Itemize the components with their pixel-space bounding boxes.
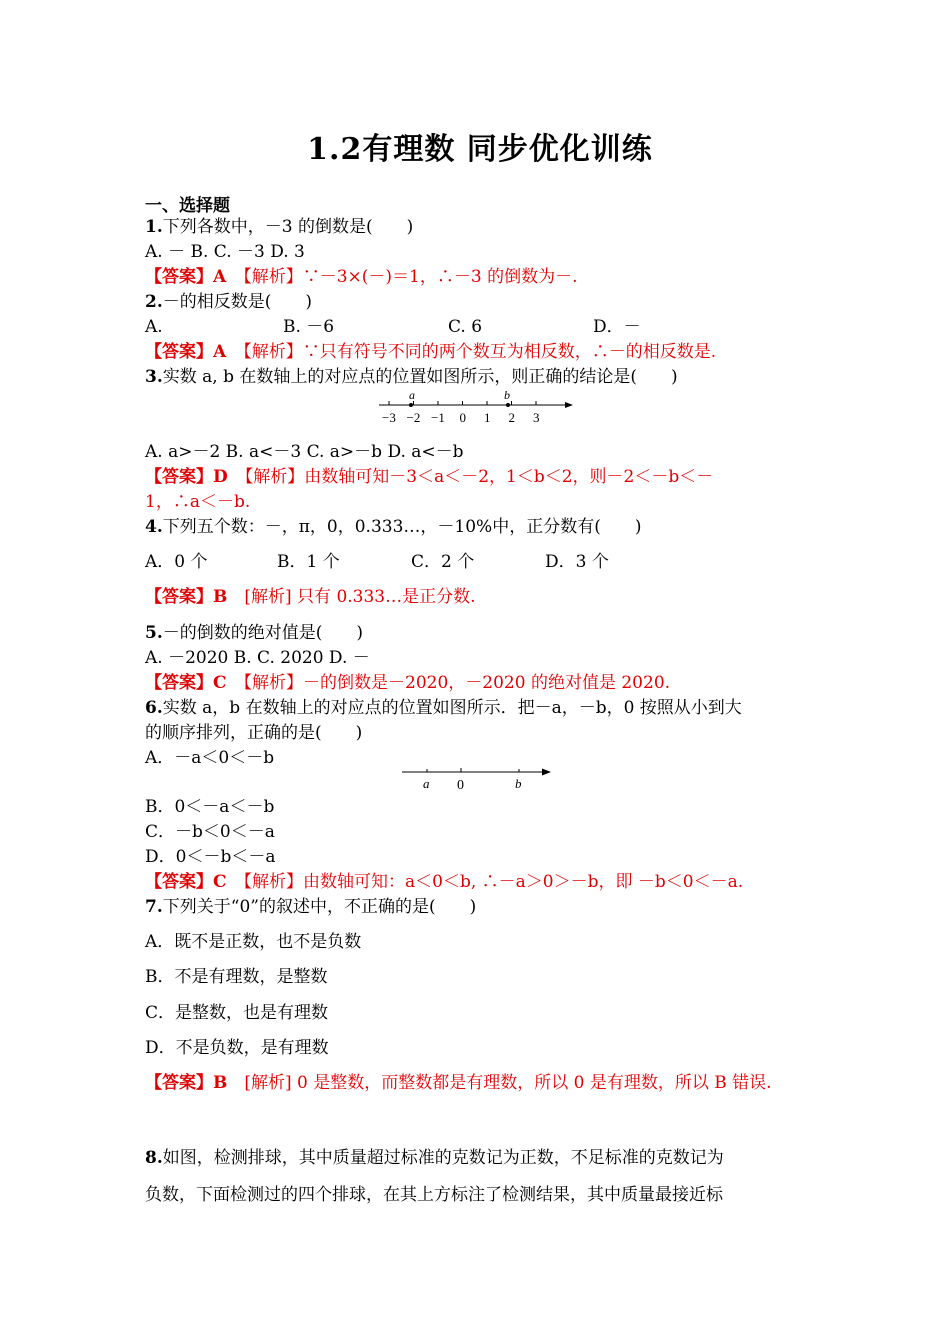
question-6-option-c: C．－b＜0＜－a xyxy=(145,822,275,842)
tick-label: −1 xyxy=(431,410,445,425)
question-number: 6. xyxy=(145,698,163,718)
question-8-text-cont: 负数，下面检测过的四个排球，在其上方标注了检测结果，其中质量最接近标 xyxy=(145,1185,723,1205)
question-7 xyxy=(145,896,476,918)
question-6 xyxy=(145,697,742,719)
question-7-answer xyxy=(145,1072,772,1094)
question-1-answer xyxy=(145,266,577,288)
question-number: 5. xyxy=(145,623,163,643)
question-7-option-b: B．不是有理数，是整数 xyxy=(145,967,328,987)
question-number: 8. xyxy=(145,1148,163,1168)
question-text: 下列关于“0”的叙述中，不正确的是( ) xyxy=(162,897,477,917)
option-c: C. 6 xyxy=(448,317,483,337)
label-0: 0 xyxy=(457,778,464,793)
tick-label: 0 xyxy=(459,410,466,425)
question-7-option-a: A．既不是正数，也不是负数 xyxy=(145,932,362,952)
answer-analysis: [解析] 0 是整数，而整数都是有理数，所以 0 是有理数，所以 B 错误. xyxy=(244,1073,772,1093)
question-text: 下列五个数：－，π，0，0.333…，－10%中，正分数有( ) xyxy=(162,517,642,537)
answer-analysis: 【解析】∵－3×(－)＝1，∴－3 的倒数为－. xyxy=(243,267,578,287)
label-b: b xyxy=(515,776,522,791)
question-1 xyxy=(145,216,413,238)
question-6-option-d: D．0＜－b＜－a xyxy=(145,847,276,867)
number-line-figure-2 xyxy=(400,760,560,794)
question-6-option-b: B．0＜－a＜－b xyxy=(145,797,275,817)
label-a: a xyxy=(409,388,415,402)
axis-arrow xyxy=(542,769,551,776)
question-3 xyxy=(145,366,678,388)
question-text: 实数 a，b 在数轴上的对应点的位置如图所示．把－a，－b，0 按照从小到大 xyxy=(162,698,742,718)
question-2 xyxy=(145,291,312,313)
answer-tag: 【答案】A xyxy=(145,342,227,362)
question-8 xyxy=(145,1147,724,1169)
question-5-options: A. －2020 B. C. 2020 D. － xyxy=(145,648,370,668)
option-d: D．3 个 xyxy=(545,552,609,572)
answer-tag: 【答案】C xyxy=(145,673,227,693)
point-a xyxy=(409,403,413,407)
question-5 xyxy=(145,622,363,644)
question-2-answer xyxy=(145,341,716,363)
tick-label: 2 xyxy=(508,410,515,425)
question-4 xyxy=(145,516,641,538)
question-7-option-c: C．是整数，也是有理数 xyxy=(145,1003,329,1023)
question-3-answer xyxy=(145,466,713,488)
label-b: b xyxy=(504,388,510,402)
question-text: －的相反数是( ) xyxy=(162,292,313,312)
answer-analysis: 【解析】－的倒数是－2020，－2020 的绝对值是 2020. xyxy=(243,673,671,693)
question-5-answer xyxy=(145,672,670,694)
option-a: A．0 个 xyxy=(145,552,208,572)
answer-tag: 【答案】A xyxy=(145,267,227,287)
question-6-text-cont: 的顺序排列，正确的是( ) xyxy=(145,723,363,743)
question-text: 下列各数中，－3 的倒数是( ) xyxy=(162,217,414,237)
section-heading: 一、选择题 xyxy=(145,196,230,216)
question-text: 如图，检测排球，其中质量超过标准的克数记为正数，不足标准的克数记为 xyxy=(162,1148,724,1168)
tick-label: −3 xyxy=(382,410,396,425)
axis-arrow xyxy=(565,402,573,408)
tick-label: 1 xyxy=(484,410,491,425)
question-number: 7. xyxy=(145,897,163,917)
question-3-options: A. a>－2 B. a<－3 C. a>－b D. a<－b xyxy=(145,442,464,462)
label-a: a xyxy=(423,776,430,791)
question-1-options: A. － B. C. －3 D. 3 xyxy=(145,242,305,262)
answer-analysis: [解析] 只有 0.333…是正分数. xyxy=(244,587,476,607)
tick-label: 3 xyxy=(533,410,540,425)
option-c: C．2 个 xyxy=(411,552,475,572)
option-b: B. －6 xyxy=(283,317,335,337)
question-number: 3. xyxy=(145,367,163,387)
question-number: 4. xyxy=(145,517,163,537)
question-text: －的倒数的绝对值是( ) xyxy=(162,623,364,643)
question-6-option-a: A．－a＜0＜－b xyxy=(145,748,275,768)
question-number: 2. xyxy=(145,292,163,312)
question-text: 实数 a, b 在数轴上的对应点的位置如图所示，则正确的结论是( ) xyxy=(162,367,678,387)
page-title: 1.2有理数 同步优化训练 xyxy=(307,132,653,167)
answer-analysis: 【解析】由数轴可知－3＜a＜－2，1＜b＜2，则－2＜－b＜－ xyxy=(244,467,714,487)
option-a: A. xyxy=(145,317,163,337)
point-b xyxy=(506,403,510,407)
answer-tag: 【答案】B xyxy=(145,1073,228,1093)
question-number: 1. xyxy=(145,217,163,237)
option-d: D．－ xyxy=(593,317,641,337)
answer-tag: 【答案】B xyxy=(145,587,228,607)
number-line-figure xyxy=(377,388,577,428)
answer-tag: 【答案】D xyxy=(145,467,228,487)
question-6-answer xyxy=(145,871,743,893)
question-7-option-d: D．不是负数，是有理数 xyxy=(145,1038,329,1058)
option-b: B．1 个 xyxy=(277,552,340,572)
answer-analysis: 【解析】由数轴可知：a＜0＜b, ∴－a＞0＞－b，即 －b＜0＜－a. xyxy=(243,872,744,892)
answer-analysis: 【解析】∵只有符号不同的两个数互为相反数，∴－的相反数是. xyxy=(243,342,717,362)
tick-label: −2 xyxy=(406,410,421,425)
question-4-answer xyxy=(145,586,476,608)
answer-tag: 【答案】C xyxy=(145,872,227,892)
question-3-answer-cont: 1，∴a＜－b. xyxy=(145,492,251,512)
